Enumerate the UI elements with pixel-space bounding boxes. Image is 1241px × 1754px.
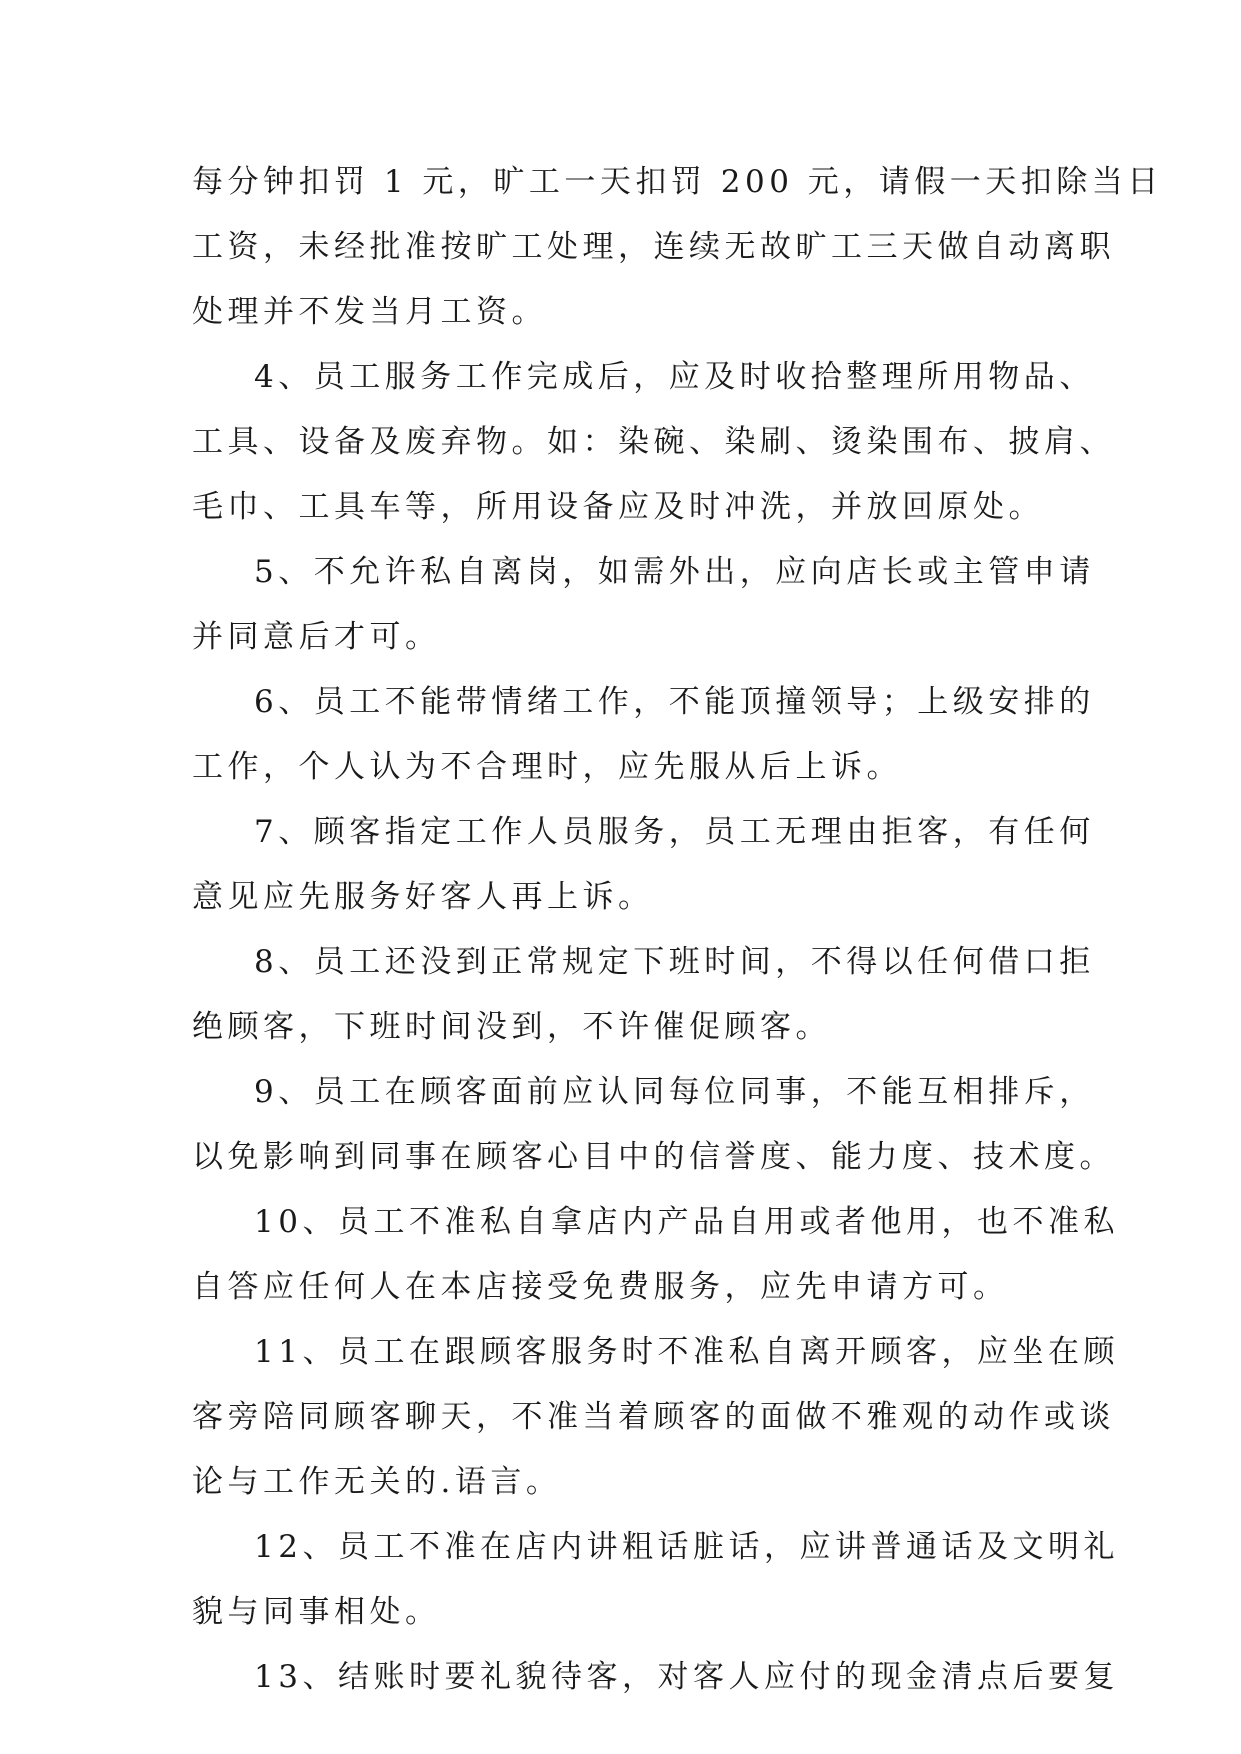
text-line: 客旁陪同顾客聊天，不准当着顾客的面做不雅观的动作或谈: [192, 1399, 1115, 1435]
paragraph-12-start: 12、员工不准在店内讲粗话脏话，应讲普通话及文明礼: [254, 1529, 1119, 1565]
text-line: 自答应任何人在本店接受免费服务，应先申请方可。: [192, 1269, 1009, 1305]
text-line: 以免影响到同事在顾客心目中的信誉度、能力度、技术度。: [192, 1139, 1115, 1175]
paragraph-10-start: 10、员工不准私自拿店内产品自用或者他用，也不准私: [254, 1204, 1119, 1240]
text-line: 毛巾、工具车等，所用设备应及时冲洗，并放回原处。: [192, 489, 1044, 525]
document-body: [192, 150, 1163, 1710]
paragraph-9-start: 9、员工在顾客面前应认同每位同事，不能互相排斥，: [254, 1074, 1095, 1110]
paragraph-11-start: 11、员工在跟顾客服务时不准私自离开顾客，应坐在顾: [254, 1334, 1119, 1370]
paragraph-6-start: 6、员工不能带情绪工作，不能顶撞领导；上级安排的: [254, 684, 1095, 720]
text-line: 貌与同事相处。: [192, 1594, 441, 1630]
text-line: 工资，未经批准按旷工处理，连续无故旷工三天做自动离职: [192, 229, 1115, 265]
text-line: 绝顾客，下班时间没到，不许催促顾客。: [192, 1009, 831, 1045]
text-line: 意见应先服务好客人再上诉。: [192, 879, 654, 915]
text-line: 工作，个人认为不合理时，应先服从后上诉。: [192, 749, 902, 785]
text-line: 每分钟扣罚 1 元，旷工一天扣罚 200 元，请假一天扣除当日: [192, 164, 1163, 200]
paragraph-8-start: 8、员工还没到正常规定下班时间，不得以任何借口拒: [254, 944, 1095, 980]
paragraph-13-start: 13、结账时要礼貌待客，对客人应付的现金清点后要复: [254, 1659, 1119, 1695]
text-line: 处理并不发当月工资。: [192, 294, 547, 330]
paragraph-7-start: 7、顾客指定工作人员服务，员工无理由拒客，有任何: [254, 814, 1095, 850]
text-line: 论与工作无关的.语言。: [192, 1464, 562, 1500]
paragraph-5-start: 5、不允许私自离岗，如需外出，应向店长或主管申请: [254, 554, 1095, 590]
paragraph-4-start: 4、员工服务工作完成后，应及时收拾整理所用物品、: [254, 359, 1095, 395]
text-line: 并同意后才可。: [192, 619, 441, 655]
text-line: 工具、设备及废弃物。如：染碗、染刷、烫染围布、披肩、: [192, 424, 1115, 460]
